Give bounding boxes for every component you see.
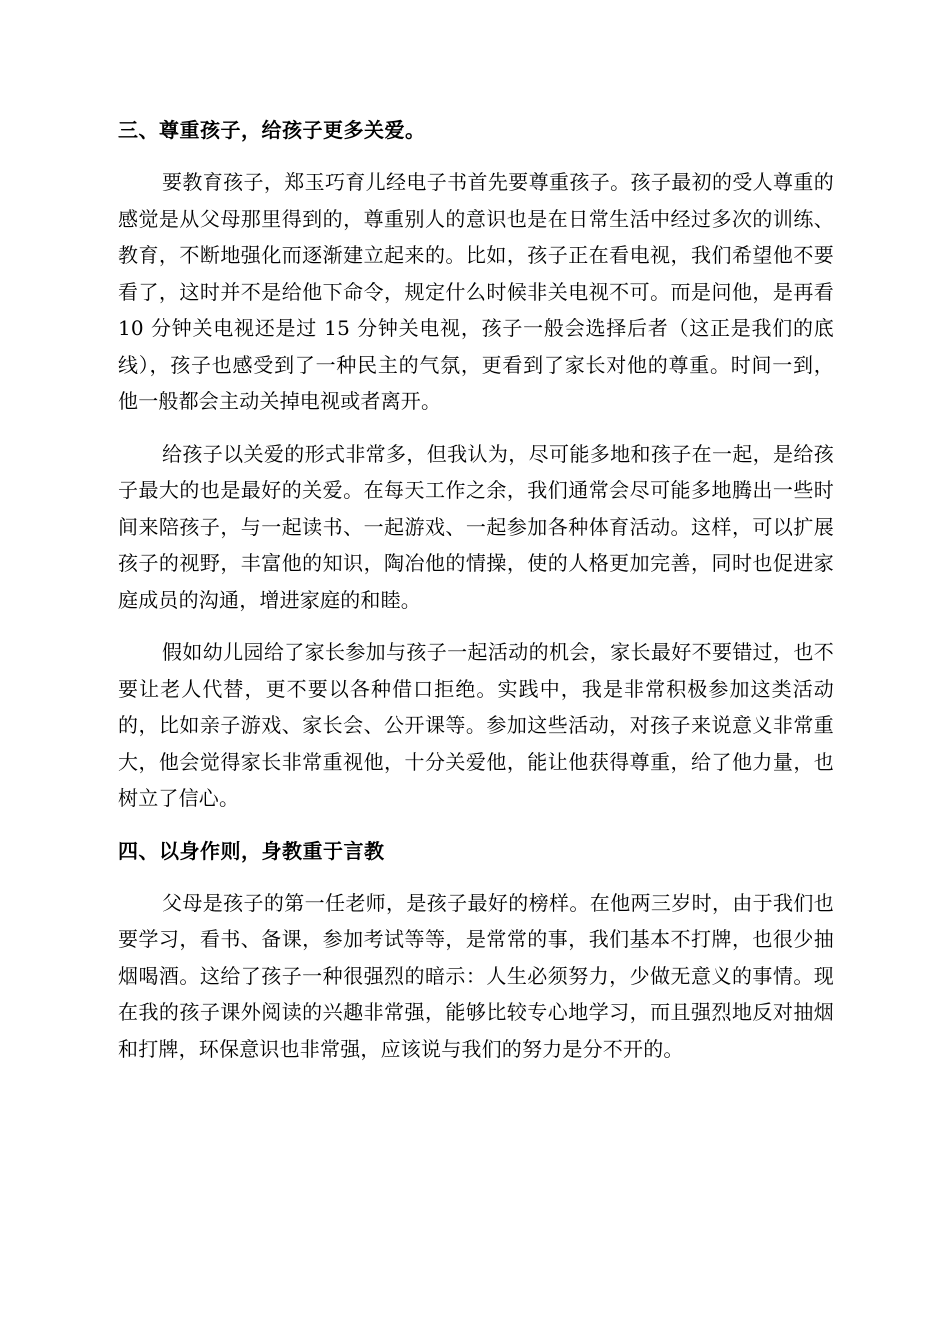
body-paragraph: 父母是孩子的第一任老师，是孩子最好的榜样。在他两三岁时，由于我们也要学习，看书、备课，参加考试等等，是常常的事，我们基本不打牌，也很少抽烟喝酒。这给了孩子一种很强烈的暗示：人生必须努力，少做无意义的事情。现在我的孩子课外阅读的兴趣非常强，能够比较专心地学习，而且强烈地反对抽烟和打牌，环保意识也非常强，应该说与我们的努力是分不开的。 [118,890,834,1061]
body-paragraph: 要教育孩子，郑玉巧育儿经电子书首先要尊重孩子。孩子最初的受人尊重的感觉是从父母那里得到的，尊重别人的意识也是在日常生活中经过多次的训练、教育，不断地强化而逐渐建立起来的。比如，孩子正在看电视，我们希望他不要看了，这时并不是给他下命令，规定什么时候非关电视不可。而是问他，是再看 10 分钟关电视还是过 15 分钟关电视，孩子一般会选择后者（这正是我们的底线），孩子也感受到了一种民主的气氛，更看到了家长对他的尊重。时间一到，他一般都会主动关掉电视或者离开。 [118,170,834,413]
body-paragraph: 假如幼儿园给了家长参加与孩子一起活动的机会，家长最好不要错过，也不要让老人代替，更不要以各种借口拒绝。实践中，我是非常积极参加这类活动的，比如亲子游戏、家长会、公开课等。参加这些活动，对孩子来说意义非常重大，他会觉得家长非常重视他，十分关爱他，能让他获得尊重，给了他力量，也树立了信心。 [118,640,834,810]
body-paragraph: 给孩子以关爱的形式非常多，但我认为，尽可能多地和孩子在一起，是给孩子最大的也是最好的关爱。在每天工作之余，我们通常会尽可能多地腾出一些时间来陪孩子，与一起读书、一起游戏、一起参加各种体育活动。这样，可以扩展孩子的视野，丰富他的知识，陶冶他的情操，使的人格更加完善，同时也促进家庭成员的沟通，增进家庭的和睦。 [118,441,834,612]
document-body [118,110,834,1067]
section-heading: 三、尊重孩子，给孩子更多关爱。 [118,118,426,142]
section-heading: 四、以身作则，身教重于言教 [118,838,385,863]
